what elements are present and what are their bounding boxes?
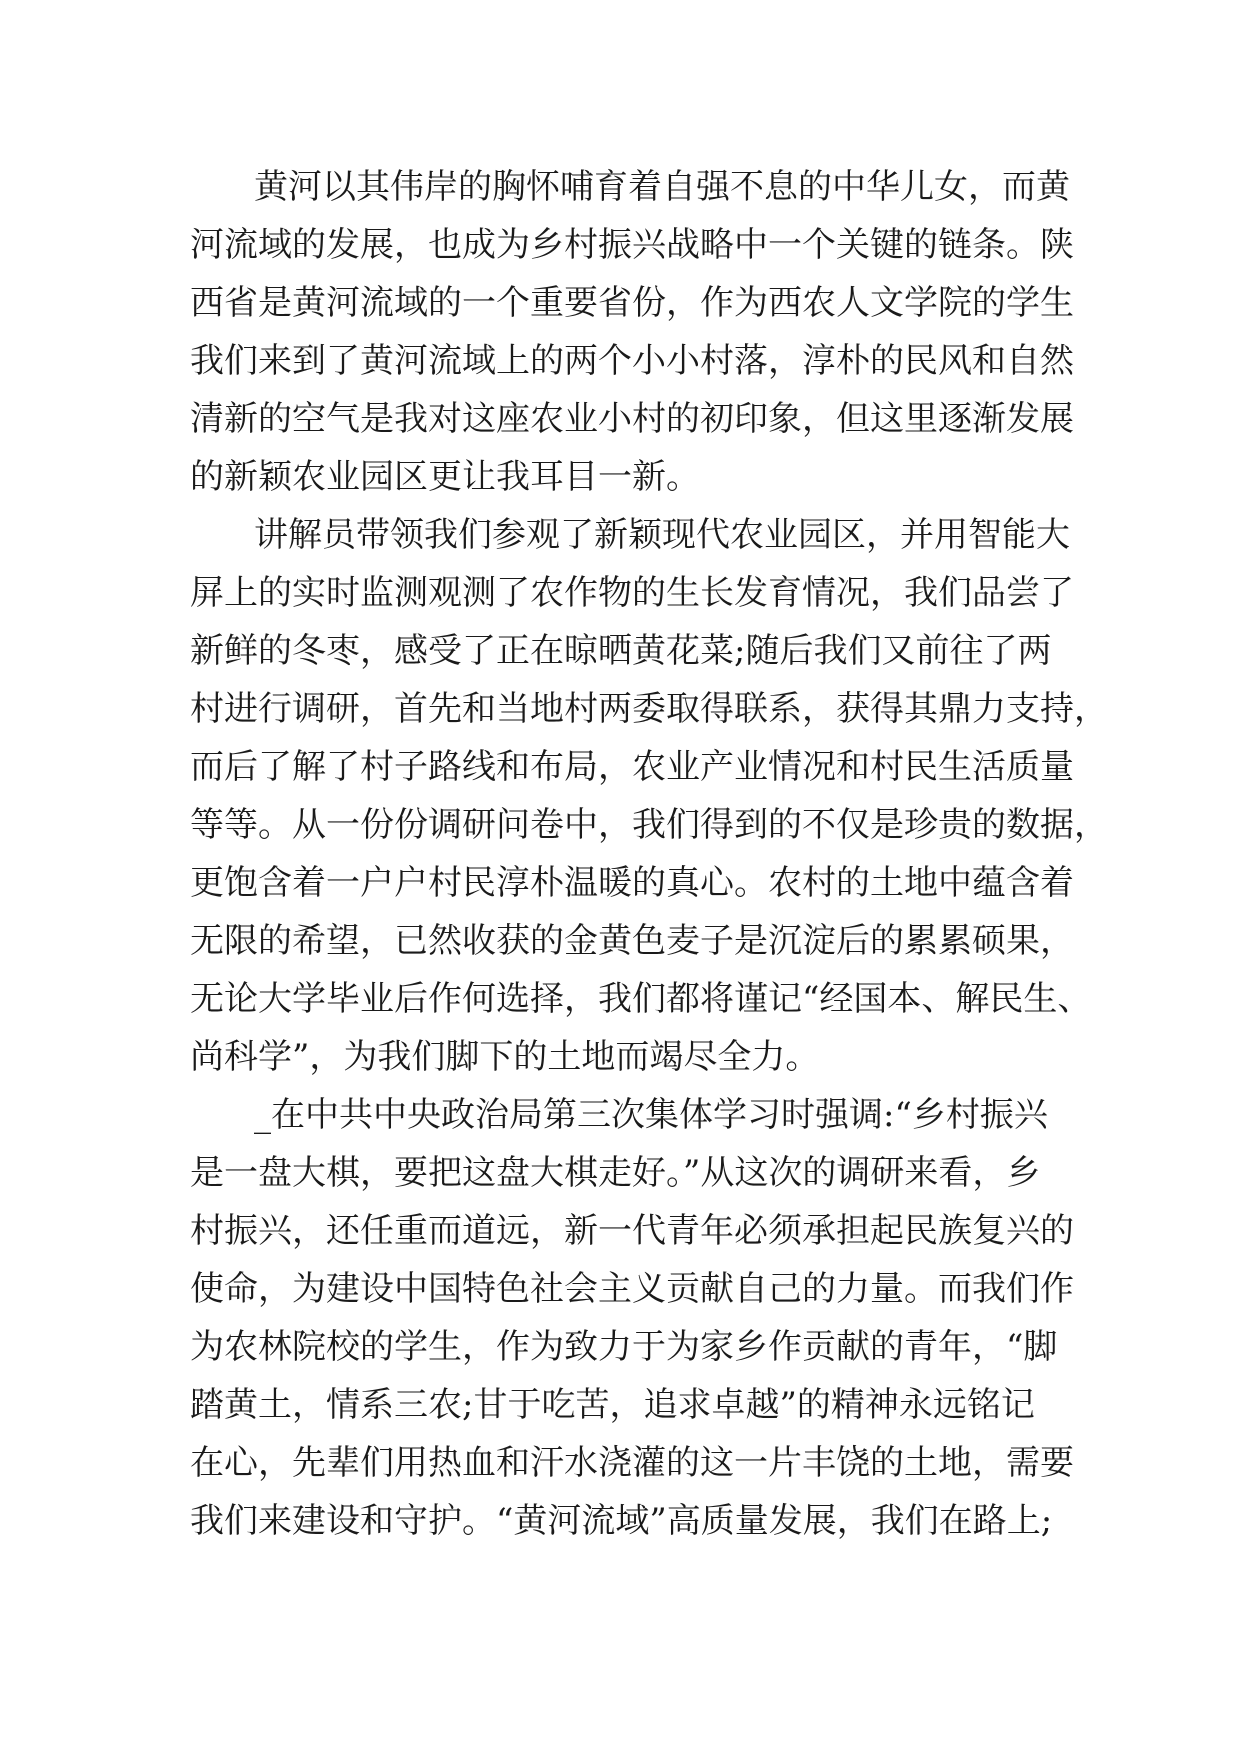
text-line: 等等。从一份份调研问卷中，我们得到的不仅是珍贵的数据，: [190, 805, 1108, 845]
text-line: 我们来建设和守护。“黄河流域”高质量发展，我们在路上;: [190, 1501, 1053, 1541]
text-line: 清新的空气是我对这座农业小村的初印象，但这里逐渐发展: [190, 399, 1074, 439]
text-line: 西省是黄河流域的一个重要省份，作为西农人文学院的学生: [190, 283, 1074, 323]
text-line: 新鲜的冬枣，感受了正在晾晒黄花菜;随后我们又前往了两: [190, 631, 1052, 671]
text-line: 村振兴，还任重而道远，新一代青年必须承担起民族复兴的: [190, 1211, 1074, 1251]
paragraph-1: [190, 158, 1074, 506]
text-line: 无限的希望，已然收获的金黄色麦子是沉淀后的累累硕果，: [190, 921, 1074, 961]
text-line: 使命，为建设中国特色社会主义贡献自己的力量。而我们作: [190, 1269, 1074, 1309]
text-line: 村进行调研，首先和当地村两委取得联系，获得其鼎力支持，: [190, 689, 1108, 729]
text-line: 我们来到了黄河流域上的两个小小村落，淳朴的民风和自然: [190, 341, 1074, 381]
text-line: _在中共中央政治局第三次集体学习时强调:“乡村振兴: [254, 1095, 1048, 1135]
text-line: 在心，先辈们用热血和汗水浇灌的这一片丰饶的土地，需要: [190, 1443, 1074, 1483]
text-line: 更饱含着一户户村民淳朴温暖的真心。农村的土地中蕴含着: [190, 863, 1074, 903]
text-line: 尚科学”，为我们脚下的土地而竭尽全力。: [190, 1037, 820, 1077]
text-line: 是一盘大棋，要把这盘大棋走好。”从这次的调研来看，乡: [190, 1153, 1041, 1193]
text-line: 为农林院校的学生，作为致力于为家乡作贡献的青年，“脚: [190, 1327, 1058, 1367]
paragraph-3: [190, 1086, 1074, 1550]
text-line: 无论大学毕业后作何选择，我们都将谨记“经国本、解民生、: [190, 979, 1092, 1019]
text-line: 踏黄土，情系三农;甘于吃苦，追求卓越”的精神永远铭记: [190, 1385, 1035, 1425]
text-line: 而后了解了村子路线和布局，农业产业情况和村民生活质量: [190, 747, 1074, 787]
text-line: 屏上的实时监测观测了农作物的生长发育情况，我们品尝了: [190, 573, 1074, 613]
document-body: [190, 158, 1108, 1550]
text-line: 河流域的发展，也成为乡村振兴战略中一个关键的链条。陕: [190, 225, 1074, 265]
text-line: 的新颖农业园区更让我耳目一新。: [190, 457, 700, 497]
paragraph-2: [190, 506, 1108, 1086]
text-line: 黄河以其伟岸的胸怀哺育着自强不息的中华儿女，而黄: [254, 167, 1070, 207]
text-line: 讲解员带领我们参观了新颖现代农业园区，并用智能大: [254, 515, 1070, 555]
